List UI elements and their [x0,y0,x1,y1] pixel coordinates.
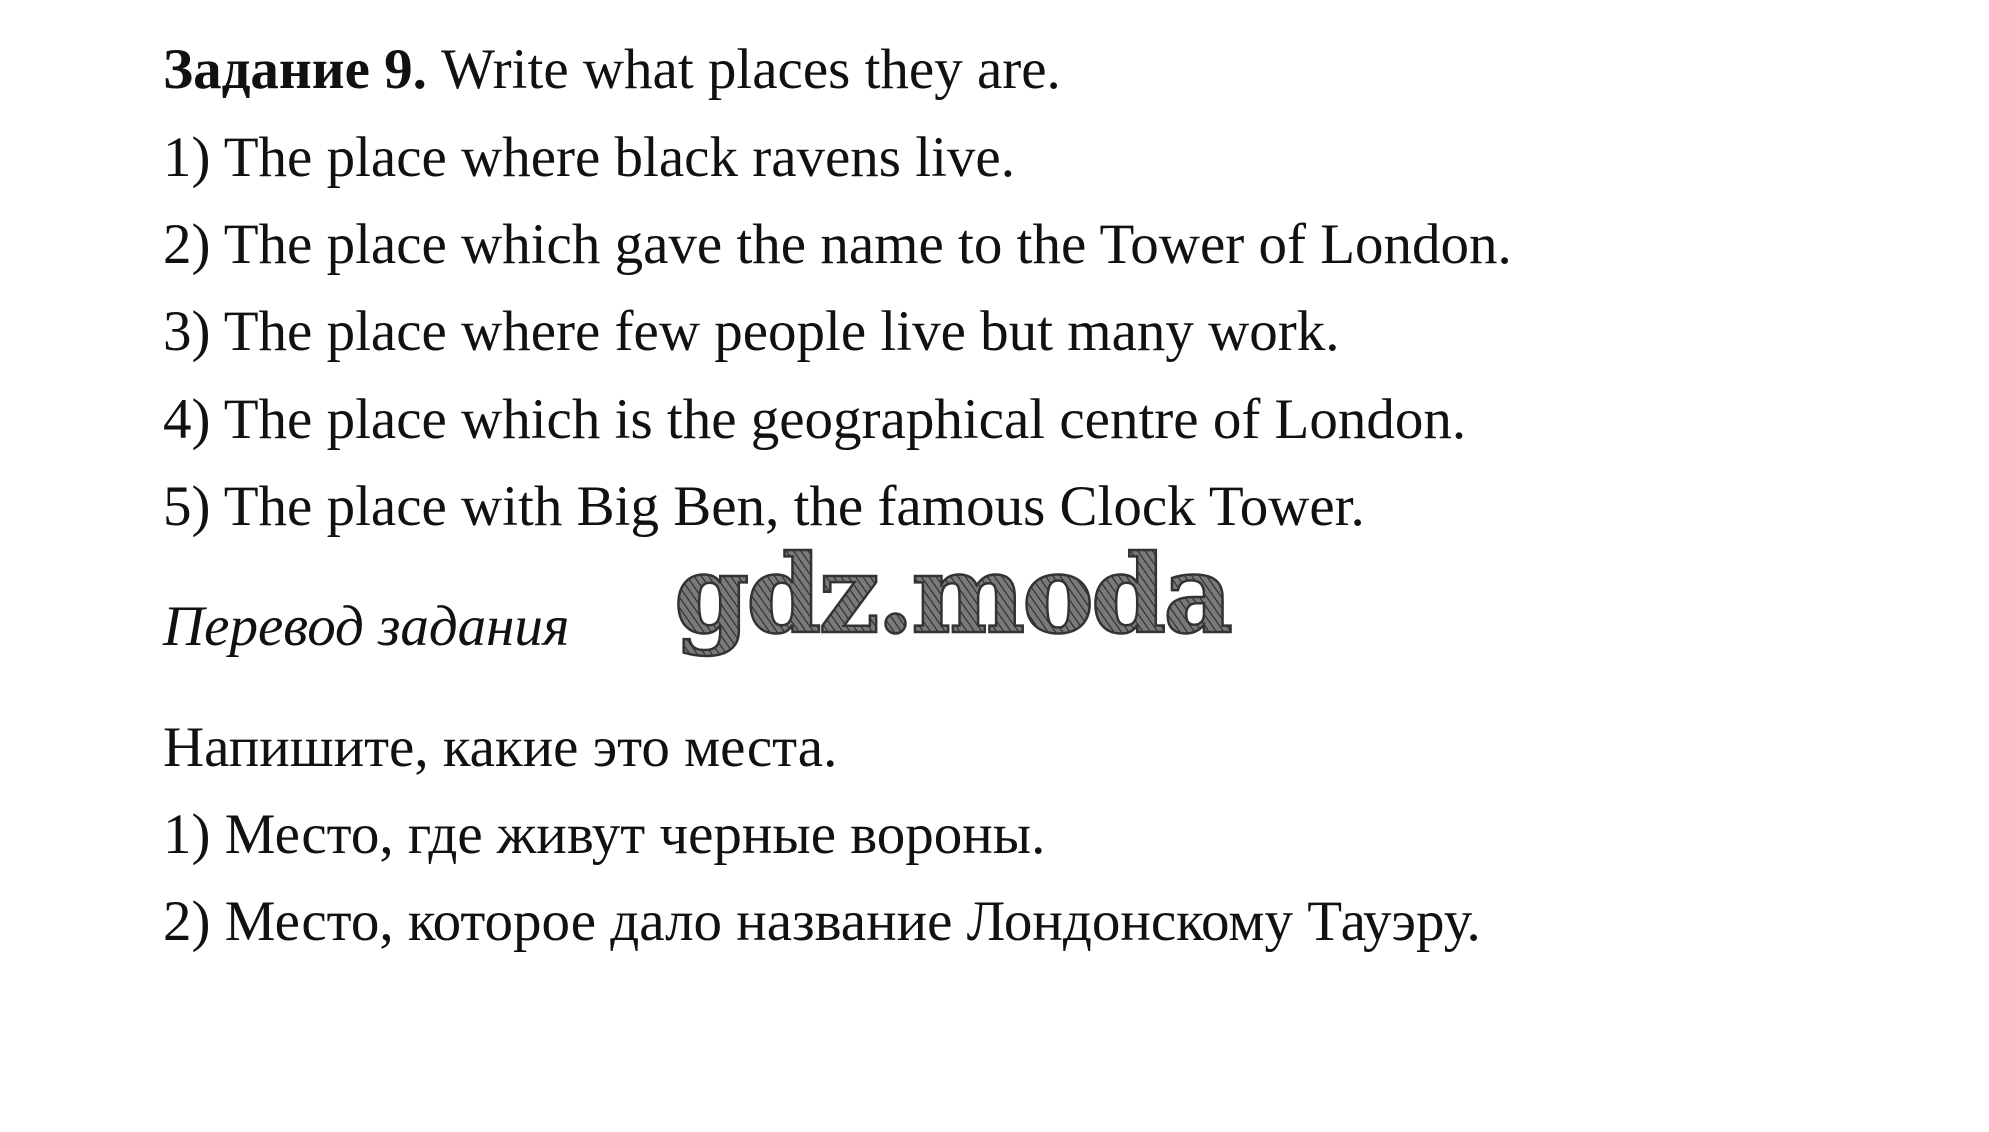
task-heading [163,38,1061,101]
english-item-3: 3) The place where few people live but many work. [163,300,1340,363]
watermark-logo [668,540,1238,660]
english-item-1: 1) The place where black ravens live. [163,126,1015,189]
translation-item-2: 2) Место, которое дало название Лондонскому Тауэру. [163,890,1481,953]
english-item-2: 2) The place which gave the name to the Tower of London. [163,213,1512,276]
task-number: Задание 9. [163,38,427,101]
translation-instruction: Напишите, какие это места. [163,716,838,779]
translation-item-1: 1) Место, где живут черные вороны. [163,803,1046,866]
task-instruction: Write what places they are. [426,38,1061,101]
english-item-5: 5) The place with Big Ben, the famous Clock Tower. [163,475,1365,538]
watermark-text: gdz.moda [674,540,1232,658]
english-item-4: 4) The place which is the geographical centre of London. [163,388,1467,451]
translation-heading: Перевод задания [163,595,570,658]
